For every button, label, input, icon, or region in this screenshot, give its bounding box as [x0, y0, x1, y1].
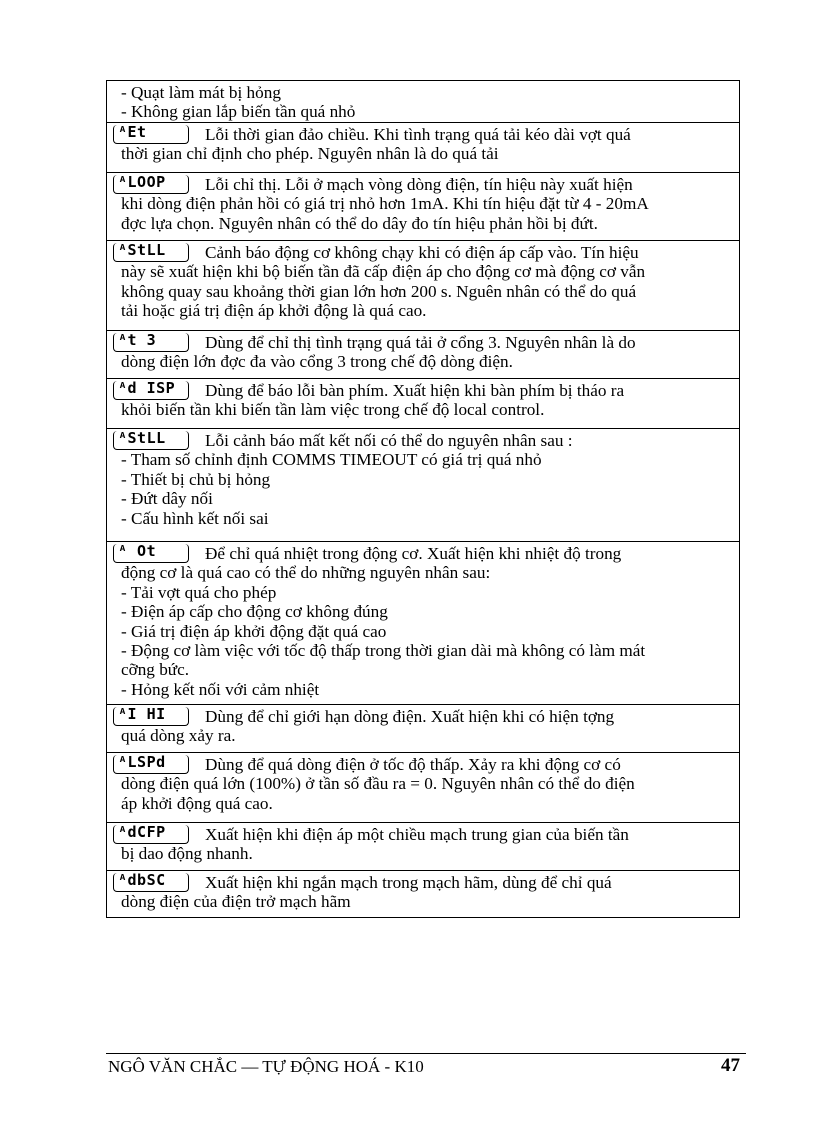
- text-line: - Động cơ làm việc với tốc độ thấp trong thời gian dài mà không có làm mát: [121, 641, 646, 661]
- table-cell: [107, 379, 740, 429]
- lcd-code-box: [113, 243, 189, 262]
- text-line: - Giá trị điện áp khởi động đặt quá cao: [121, 621, 387, 641]
- table-row: [107, 379, 740, 429]
- table-cell: [107, 123, 740, 173]
- text-line: - Hỏng kết nối với cảm nhiệt: [121, 679, 320, 699]
- error-code-table: [106, 80, 740, 918]
- table-row: [107, 81, 740, 123]
- row-description: Cảnh báo động cơ không chạy khi có điện áp cấp vào. Tín hiệu: [205, 243, 639, 262]
- lcd-code-box: [113, 381, 189, 400]
- row-description: Dùng để báo lỗi bàn phím. Xuất hiện khi bàn phím bị tháo ra: [205, 381, 625, 400]
- text-line: dòng điện quá lớn (100%) ở tần số đầu ra = 0. Nguyên nhân có thể do điện: [121, 774, 635, 794]
- table-row: [107, 753, 740, 823]
- text-line: này sẽ xuất hiện khi bộ biến tần đã cấp điện áp cho động cơ mà động cơ vẫn: [121, 262, 646, 282]
- row-description: Dùng để quá dòng điện ở tốc độ thấp. Xảy ra khi động cơ có: [205, 755, 621, 774]
- lcd-code-text: ᴬdCFP: [118, 823, 166, 841]
- row-first-line: [118, 429, 733, 450]
- lcd-code-text: ᴬStLL: [118, 241, 166, 259]
- footer-author: NGÔ VĂN CHẮC — TỰ ĐỘNG HOÁ - K10: [108, 1057, 424, 1076]
- text-line: thời gian chỉ định cho phép. Nguyên nhân là do quá tải: [121, 144, 499, 164]
- table-cell: [107, 753, 740, 823]
- row-first-line: [118, 823, 733, 844]
- row-first-line: [118, 173, 733, 194]
- lcd-code-box: [113, 333, 189, 352]
- lcd-code-box: [113, 125, 189, 144]
- page-footer: [106, 1053, 746, 1078]
- table-row: [107, 241, 740, 331]
- text-line: quá dòng xảy ra.: [121, 726, 236, 746]
- text-line: - Điện áp cấp cho động cơ không đúng: [121, 602, 388, 622]
- text-line: dòng điện lớn đợc đa vào cổng 3 trong chế độ dòng điện.: [121, 352, 513, 372]
- row-first-line: [118, 871, 733, 892]
- table-row: [107, 705, 740, 753]
- table-cell: [107, 542, 740, 705]
- row-first-line: [118, 705, 733, 726]
- lcd-code-text: ᴬLSPd: [118, 753, 166, 771]
- row-description: Dùng để chỉ thị tình trạng quá tải ở cổng 3. Nguyên nhân là do: [205, 333, 636, 352]
- row-first-line: [118, 123, 733, 144]
- text-line: động cơ là quá cao có thể do những nguyên nhân sau:: [121, 563, 491, 583]
- text-line: - Không gian lắp biến tần quá nhỏ: [121, 102, 356, 122]
- lcd-code-box: [113, 175, 189, 194]
- table-cell: [107, 81, 740, 123]
- row-first-line: [118, 241, 733, 262]
- table-row: [107, 542, 740, 705]
- table-cell: [107, 331, 740, 379]
- row-first-line: [118, 331, 733, 352]
- text-line: khi dòng điện phản hồi có giá trị nhỏ hơn 1mA. Khi tín hiệu đặt từ 4 - 20mA: [121, 194, 649, 214]
- table-cell: [107, 429, 740, 542]
- text-line: không quay sau khoảng thời gian lớn hơn 200 s. Nguên nhân có thể do quá: [121, 281, 637, 301]
- table-cell: [107, 173, 740, 241]
- row-description: Dùng để chỉ giới hạn dòng điện. Xuất hiện khi có hiện tợng: [205, 707, 615, 726]
- page-number: 47: [721, 1055, 740, 1076]
- text-line: - Tải vợt quá cho phép: [121, 582, 277, 602]
- text-line: - Cấu hình kết nối sai: [121, 508, 269, 528]
- text-line: khỏi biến tần khi biến tần làm việc trong chế độ local control.: [121, 400, 545, 420]
- lcd-code-text: ᴬStLL: [118, 429, 166, 447]
- row-description: Xuất hiện khi điện áp một chiều mạch trung gian của biến tần: [205, 825, 629, 844]
- table-row: [107, 429, 740, 542]
- table-row: [107, 871, 740, 918]
- table-row: [107, 331, 740, 379]
- text-line: dòng điện của điện trở mạch hãm: [121, 892, 351, 912]
- text-line: - Tham số chỉnh định COMMS TIMEOUT có giá trị quá nhỏ: [121, 450, 542, 470]
- lcd-code-box: [113, 755, 189, 774]
- text-line: tải hoặc giá trị điện áp khởi động là quá cao.: [121, 301, 427, 321]
- lcd-code-text: ᴬd ISP: [118, 379, 176, 397]
- text-line: - Quạt làm mát bị hỏng: [121, 83, 281, 102]
- lcd-code-text: ᴬEt: [118, 123, 147, 141]
- row-description: Lỗi chỉ thị. Lỗi ở mạch vòng dòng điện, tín hiệu này xuất hiện: [205, 175, 633, 194]
- text-line: cỡng bức.: [121, 660, 190, 680]
- lcd-code-text: ᴬ Ot: [118, 542, 157, 560]
- row-description: Xuất hiện khi ngắn mạch trong mạch hãm, dùng để chỉ quá: [205, 873, 612, 892]
- row-first-line: [118, 379, 733, 400]
- text-line: - Thiết bị chủ bị hỏng: [121, 469, 271, 489]
- row-description: Để chỉ quá nhiệt trong động cơ. Xuất hiện khi nhiệt độ trong: [205, 544, 622, 563]
- table-row: [107, 123, 740, 173]
- lcd-code-text: ᴬdbSC: [118, 871, 166, 889]
- lcd-code-box: [113, 544, 189, 563]
- table-row: [107, 173, 740, 241]
- text-line: đợc lựa chọn. Nguyên nhân có thể do dây đo tín hiệu phản hồi bị đứt.: [121, 213, 598, 233]
- lcd-code-box: [113, 707, 189, 726]
- row-first-line: [118, 542, 733, 563]
- table-cell: [107, 241, 740, 331]
- text-line: áp khởi động quá cao.: [121, 793, 273, 813]
- row-first-line: [118, 753, 733, 774]
- table-cell: [107, 871, 740, 918]
- text-line: - Đứt dây nối: [121, 489, 213, 509]
- lcd-code-text: ᴬLOOP: [118, 173, 166, 191]
- text-line: bị dao động nhanh.: [121, 844, 253, 864]
- table-cell: [107, 705, 740, 753]
- table-row: [107, 823, 740, 871]
- lcd-code-box: [113, 431, 189, 450]
- table-cell: [107, 823, 740, 871]
- row-description: Lỗi cảnh báo mất kết nối có thể do nguyên nhân sau :: [205, 431, 573, 450]
- lcd-code-box: [113, 873, 189, 892]
- lcd-code-text: ᴬt 3: [118, 331, 157, 349]
- row-description: Lỗi thời gian đảo chiều. Khi tình trạng quá tải kéo dài vợt quá: [205, 125, 631, 144]
- lcd-code-text: ᴬI HI: [118, 705, 166, 723]
- lcd-code-box: [113, 825, 189, 844]
